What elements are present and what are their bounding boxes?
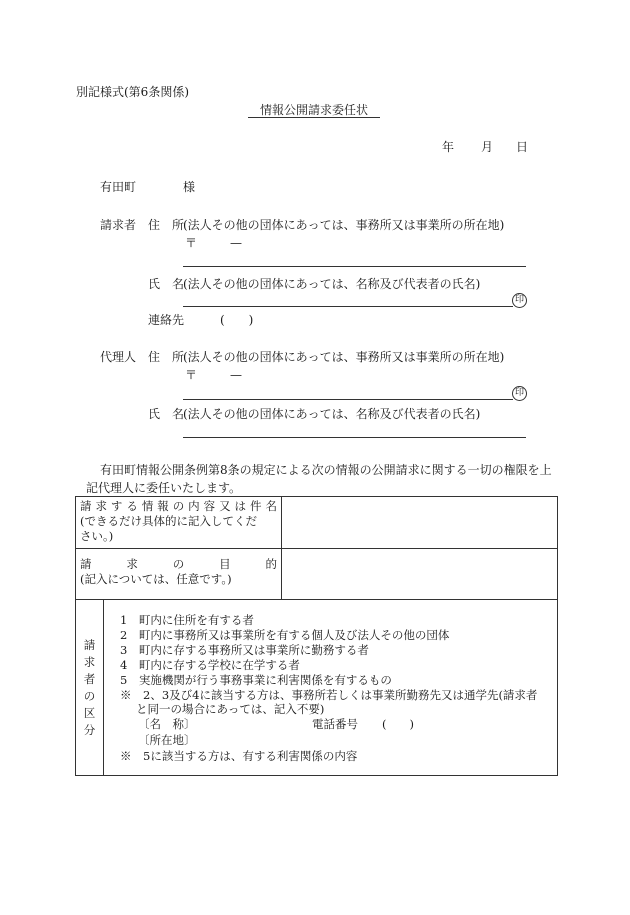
request-purpose-label-char: 目 [219, 557, 231, 571]
requester-address-line[interactable] [183, 266, 526, 267]
agent-postal-mark: 〒 [185, 368, 198, 382]
request-content-label-char: の [172, 499, 185, 513]
requester-category-label-char: 求 [83, 654, 96, 669]
requester-contact-parens: ( ) [220, 313, 254, 327]
delegation-statement-line1: 有田町情報公開条例第8条の規定による次の情報の公開請求に関する一切の権限を上 [100, 463, 552, 477]
request-content-label-char: 名 [265, 499, 277, 513]
requester-category-label [76, 637, 103, 739]
requester-postal-mark: 〒 [185, 236, 198, 250]
workplace-address-field[interactable]: 〔所在地〕 [138, 733, 196, 747]
workplace-phone-parens[interactable]: ( ) [382, 717, 414, 731]
requester-role-label: 請求者 [100, 218, 137, 232]
request-content-input[interactable] [282, 497, 558, 549]
requester-category-label-char: 請 [83, 637, 96, 652]
addressee-honorific: 様 [183, 180, 196, 194]
date-year-label: 年 [442, 140, 455, 154]
requester-category-label-char: の [83, 688, 96, 703]
requester-name-note: (法人その他の団体にあっては、名称及び代表者の氏名) [183, 277, 481, 291]
requester-category-label-char: 分 [83, 722, 96, 737]
date-month-label: 月 [481, 140, 494, 154]
requester-name-label: 氏 名 [148, 277, 185, 291]
category-note-workplace: ※ 2、3及び4に該当する方は、事務所若しくは事業所勤務先又は通学先(請求者 [120, 688, 538, 702]
request-content-label-char: 件 [249, 499, 262, 513]
request-content-label-char: 容 [203, 499, 216, 513]
category-item-3[interactable]: 3 町内に存する事務所又は事業所に勤務する者 [120, 643, 369, 657]
requester-address-note: (法人その他の団体にあっては、事務所又は事業所の所在地) [183, 218, 505, 232]
category-item-4[interactable]: 4 町内に存する学校に在学する者 [120, 658, 300, 672]
requester-name-line[interactable] [183, 306, 513, 307]
requester-category-cell[interactable] [104, 600, 558, 776]
request-content-label-cell [76, 497, 282, 549]
request-content-label-char: 報 [157, 499, 169, 513]
request-content-label-char: る [126, 499, 138, 513]
category-item-5[interactable]: 5 実施機関が行う事務事業に利害関係を有するもの [120, 673, 392, 687]
request-content-note: (できるだけ具体的に記入してくだ さい。) [80, 514, 257, 543]
category-note-interest: ※ 5に該当する方は、有する利害関係の内容 [120, 749, 358, 763]
agent-postal-dash: — [230, 368, 242, 382]
request-purpose-note: (記入については、任意です。) [80, 572, 232, 586]
request-content-label [80, 499, 277, 514]
workplace-phone-label: 電話番号 [312, 717, 358, 731]
workplace-name-field[interactable]: 〔名 称〕 [138, 717, 196, 731]
request-purpose-input[interactable] [282, 549, 558, 600]
request-content-label-char: 又 [219, 499, 231, 513]
requester-address-label: 住 所 [148, 218, 185, 232]
agent-address-line[interactable] [183, 399, 513, 400]
addressee-town: 有田町 [100, 180, 137, 194]
request-content-label-char: 情 [141, 499, 154, 513]
category-item-2[interactable]: 2 町内に事務所又は事業所を有する個人及び法人その他の団体 [120, 628, 450, 642]
request-content-label-char: は [234, 499, 247, 513]
delegation-statement-line2: 記代理人に委任いたします。 [86, 481, 242, 495]
agent-name-line[interactable] [183, 437, 526, 438]
agent-name-label: 氏 名 [148, 407, 185, 421]
requester-category-label-cell [76, 600, 104, 776]
date-day-label: 日 [516, 140, 529, 154]
requester-category-label-char: 者 [83, 671, 96, 686]
request-purpose-label-char: 的 [265, 557, 277, 571]
requester-postal-dash: — [230, 236, 242, 250]
request-purpose-label [80, 557, 277, 572]
agent-address-label: 住 所 [148, 350, 185, 364]
document-title: 情報公開請求委任状 [248, 103, 380, 118]
requester-category-label-char: 区 [83, 705, 96, 720]
request-content-label-char: 請 [80, 499, 92, 513]
agent-name-note: (法人その他の団体にあっては、名称及び代表者の氏名) [183, 407, 481, 421]
agent-role-label: 代理人 [100, 350, 137, 364]
request-details-table [75, 496, 558, 776]
category-item-1[interactable]: 1 町内に住所を有する者 [120, 613, 254, 627]
agent-seal-mark: 印 [512, 386, 527, 401]
request-purpose-label-char: の [172, 557, 185, 571]
request-purpose-label-char: 請 [80, 557, 92, 571]
request-content-label-char: 求 [95, 499, 107, 513]
form-number-label: 別記様式(第6条関係) [76, 85, 189, 99]
request-content-label-char: す [110, 499, 123, 513]
request-purpose-label-char: 求 [126, 557, 138, 571]
request-content-label-char: 内 [188, 499, 200, 513]
requester-contact-label: 連絡先 [148, 313, 185, 327]
requester-seal-mark: 印 [512, 293, 527, 308]
category-note-workplace-cont: と同一の場合にあっては、記入不要) [136, 702, 325, 716]
request-purpose-label-cell [76, 549, 282, 600]
agent-address-note: (法人その他の団体にあっては、事務所又は事業所の所在地) [183, 350, 505, 364]
